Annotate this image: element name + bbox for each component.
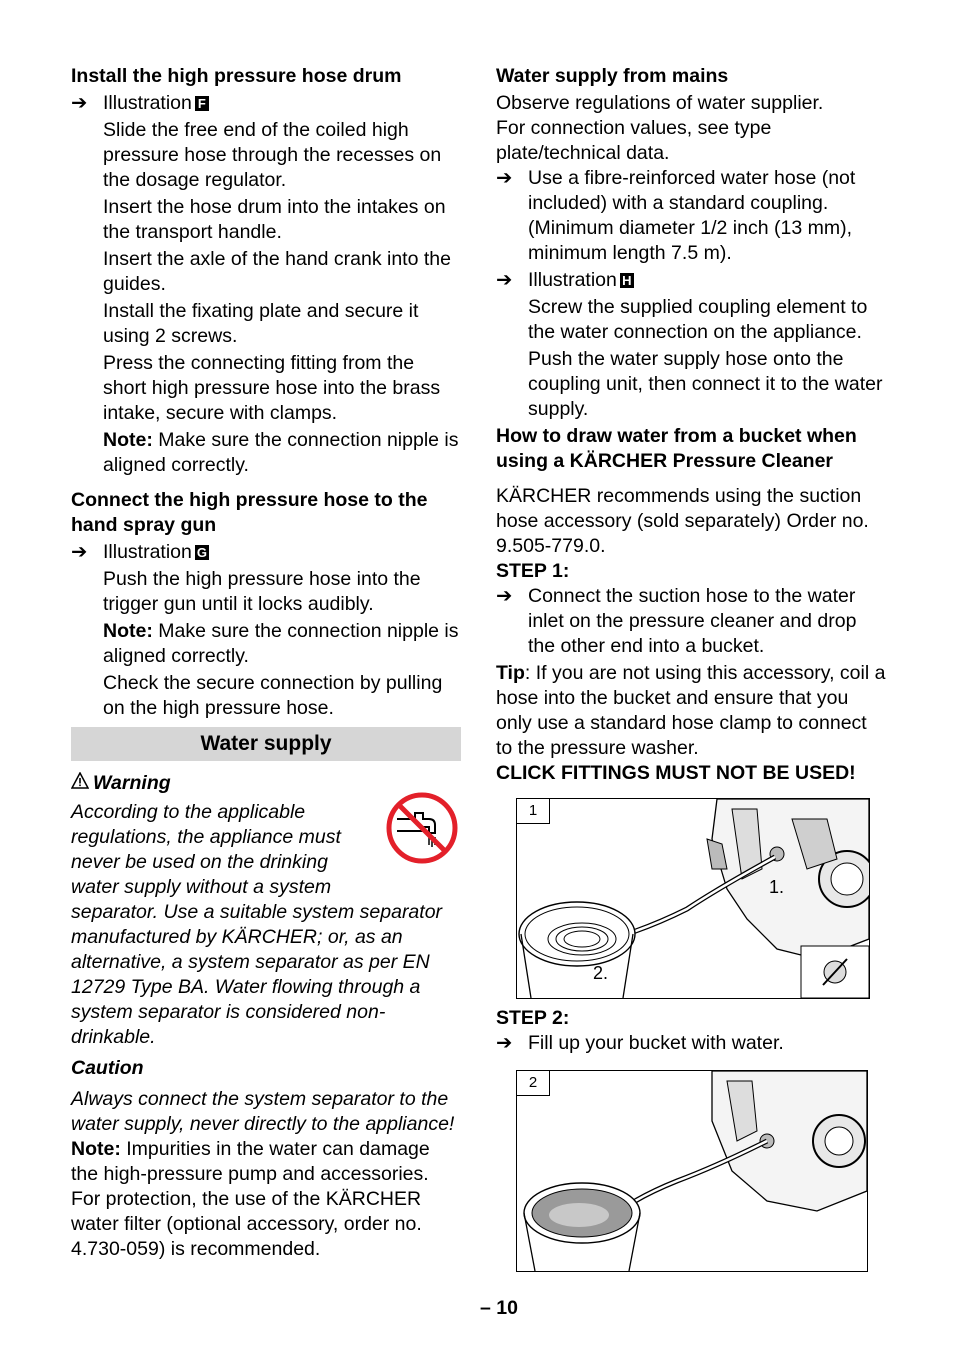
caution-heading: Caution [71, 1057, 144, 1079]
step-text: Check the secure connection by pulling on the high pressure hose. [103, 672, 443, 719]
illustration-tag-f: F [195, 96, 209, 111]
body-text: For connection values, see type plate/technical data. [496, 117, 772, 164]
step-text: Slide the free end of the coiled high pressure hose through the recesses on the dosage regulator. [103, 119, 442, 191]
note-text: Note: Make sure the connection nipple is aligned correctly. [103, 620, 459, 667]
warning-text: According to the applicable regulations, the appliance must never be used on the drinking water supply without a system separator. Use a suitable system separator manufactured by KÄRCHER; or, as an alternative, a system separator as per EN 12729 Type BA. Water flowing through a system separator is considered non-drinkable. [71, 800, 461, 1050]
tip-text: Tip: If you are not using this accessory, coil a hose into the bucket and ensure that you only use a standard hose clamp to connect to the pressure washer. [496, 662, 886, 759]
illustration-g-ref: ➔ Illustration G [71, 541, 207, 563]
step-text: Push the water supply hose onto the coupling unit, then connect it to the water supply. [528, 348, 883, 420]
figure-number: 1 [517, 799, 550, 824]
arrow-right-icon: ➔ [496, 269, 513, 291]
arrow-right-icon: ➔ [496, 167, 513, 189]
heading-water-mains: Water supply from mains [496, 65, 729, 87]
bucket-fill-illustration [517, 1071, 867, 1271]
arrow-right-icon: ➔ [71, 92, 88, 114]
no-drinking-water-icon [385, 791, 459, 865]
step-2-block [496, 1006, 886, 1056]
illustration-tag-g: G [196, 545, 207, 560]
note-text: Note: Make sure the connection nipple is aligned correctly. [103, 429, 459, 476]
warning-triangle-icon [71, 771, 93, 796]
step-text: Screw the supplied coupling element to the water connection on the appliance. [528, 296, 868, 343]
instruction-item: ➔ Use a fibre-reinforced water hose (not included) with a standard coupling. (Minimum diameter 1/2 inch (13 mm), minimum length 7.5 m). [496, 167, 856, 264]
bucket-hose-illustration [517, 799, 869, 998]
instruction-item: ➔ Connect the suction hose to the water inlet on the pressure cleaner and drop the other end into a bucket. [496, 585, 857, 657]
figure-number: 2 [517, 1071, 550, 1096]
right-column [496, 64, 886, 786]
page-number: – 10 [480, 1297, 518, 1319]
heading-connect-hose-gun: Connect the high pressure hose to the hand spray gun [71, 489, 428, 536]
step-1-heading: STEP 1: [496, 560, 570, 582]
illustration-tag-h: H [620, 273, 634, 288]
click-fittings-warning: CLICK FITTINGS MUST NOT BE USED! [496, 762, 856, 784]
heading-bucket-water: How to draw water from a bucket when using a KÄRCHER Pressure Cleaner [496, 425, 857, 472]
figure-1 [516, 798, 870, 999]
arrow-right-icon: ➔ [496, 585, 513, 607]
warning-heading: Warning [71, 771, 461, 796]
figure-label: 2. [593, 963, 609, 983]
step-text: Insert the axle of the hand crank into the guides. [103, 248, 451, 295]
section-water-supply: Water supply [71, 727, 461, 761]
left-column [71, 64, 461, 1262]
heading-install-hose-drum: Install the high pressure hose drum [71, 65, 402, 87]
step-text: Install the fixating plate and secure it using 2 screws. [103, 300, 419, 347]
step-2-heading: STEP 2: [496, 1007, 570, 1029]
body-text: Observe regulations of water supplier. [496, 92, 824, 114]
figure-label: 1. [769, 877, 785, 897]
step-text: Insert the hose drum into the intakes on the transport handle. [103, 196, 446, 243]
figure-2 [516, 1070, 868, 1272]
arrow-right-icon: ➔ [71, 541, 88, 563]
step-text: Press the connecting fitting from the short high pressure hose into the brass intake, secure with clamps. [103, 352, 441, 424]
illustration-f-ref: ➔ Illustration F [71, 91, 461, 116]
step-text: Push the high pressure hose into the trigger gun until it locks audibly. [103, 568, 421, 615]
warning-block [71, 771, 461, 1050]
caution-text: Always connect the system separator to the water supply, never directly to the appliance! [71, 1088, 455, 1135]
note-text: Note: Impurities in the water can damage the high-pressure pump and accessories. For protection, the use of the KÄRCHER water filter (optional accessory, order no. 4.730-059) is recommended. [71, 1138, 430, 1260]
body-text: KÄRCHER recommends using the suction hose accessory (sold separately) Order no. 9.505-779.0. [496, 485, 869, 557]
arrow-right-icon: ➔ [496, 1032, 513, 1054]
instruction-item: ➔ Fill up your bucket with water. [496, 1032, 784, 1054]
illustration-h-ref: ➔ Illustration H [496, 268, 886, 293]
